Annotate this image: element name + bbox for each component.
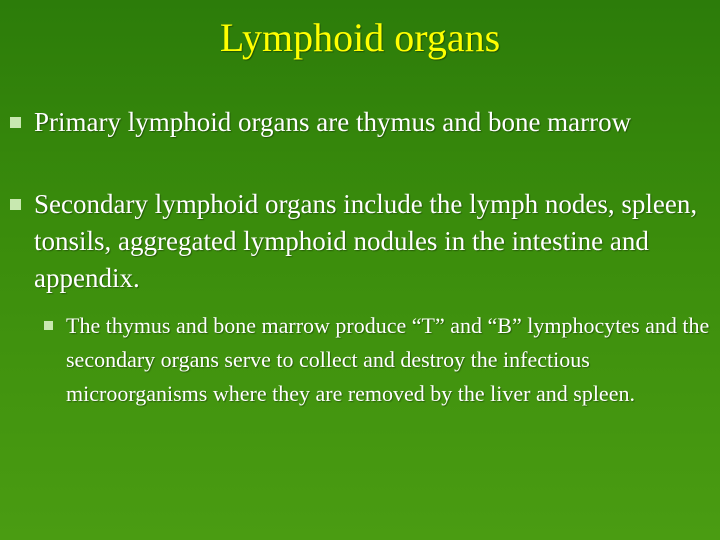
bullet-text: Secondary lymphoid organs include the lymph nodes, spleen, tonsils, aggregated lymphoid nodules in the intestine and appendix. (34, 189, 698, 293)
bullet-item-primary (34, 104, 704, 141)
square-bullet-icon (44, 321, 53, 330)
sub-bullet-text: The thymus and bone marrow produce “T” and “B” lymphocytes and the secondary organs serve to collect and destroy the infectious microorganisms where they are removed by the liver and spleen. (66, 313, 710, 406)
square-bullet-icon (10, 117, 21, 128)
bullet-text: Primary lymphoid organs are thymus and bone marrow (34, 107, 632, 137)
slide-title: Lymphoid organs (219, 15, 501, 60)
bullet-item-secondary (34, 186, 710, 297)
square-bullet-icon (10, 199, 21, 210)
sub-bullet-item (66, 309, 718, 411)
